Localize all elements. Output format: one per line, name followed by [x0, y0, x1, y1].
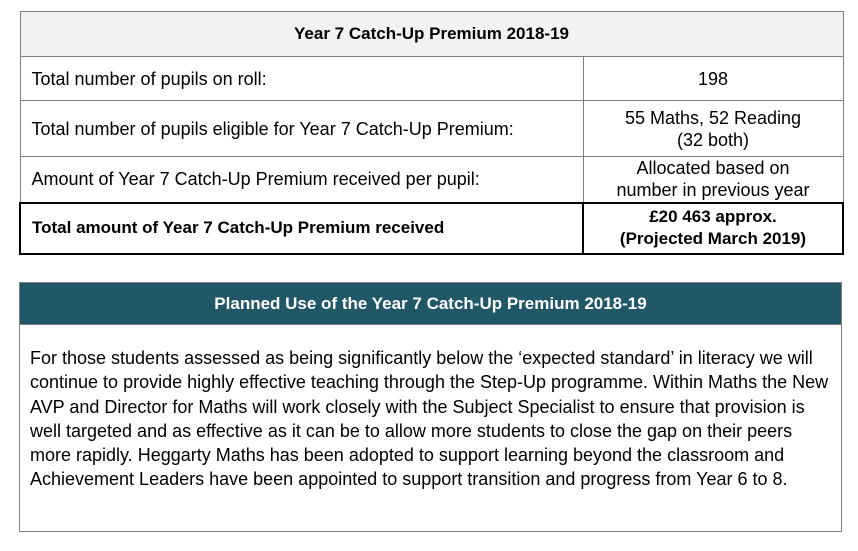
eligible-pupils-value [583, 101, 843, 157]
planned-use-body: For those students assessed as being significantly below the ‘expected standard’ in literacy we will continue to provide highly effective teaching through the Step-Up programme. Within Maths the New AVP and Director for Maths will work closely with the Subject Specialist to ensure that provision is well targeted and as effective as it can be to allow more students to close the gap on their peers more rapidly. Heggarty Maths has been adopted to support learning beyond the classroom and Achievement Leaders have been appointed to support transition and progress from Year 6 to 8. [20, 325, 842, 532]
value-line: (32 both) [676, 129, 750, 150]
table-row [20, 101, 843, 157]
planned-use-table [19, 282, 842, 532]
table-row [20, 157, 843, 203]
value-line: 198 [697, 68, 729, 89]
per-pupil-amount-value [583, 157, 843, 203]
catchup-premium-table [19, 11, 844, 255]
table-row [20, 57, 843, 101]
value-line: number in previous year [616, 180, 810, 201]
table-title: Year 7 Catch-Up Premium 2018-19 [20, 12, 843, 57]
planned-use-heading: Planned Use of the Year 7 Catch-Up Premium 2018-19 [20, 283, 842, 325]
value-line: Allocated based on [636, 158, 790, 179]
eligible-pupils-label: Total number of pupils eligible for Year 7 Catch-Up Premium: [20, 101, 583, 157]
pupils-on-roll-value [583, 57, 843, 101]
planned-use-heading-row [20, 283, 842, 325]
planned-use-body-row [20, 325, 842, 532]
table-title-row [20, 12, 843, 57]
per-pupil-amount-label: Amount of Year 7 Catch-Up Premium received per pupil: [20, 157, 583, 203]
value-line: 55 Maths, 52 Reading [624, 107, 802, 128]
total-row [20, 203, 843, 254]
pupils-on-roll-label: Total number of pupils on roll: [20, 57, 583, 101]
total-amount-label: Total amount of Year 7 Catch-Up Premium received [20, 203, 583, 254]
value-line: (Projected March 2019) [619, 229, 807, 248]
value-line: £20 463 approx. [649, 207, 777, 226]
total-amount-value [583, 203, 843, 254]
